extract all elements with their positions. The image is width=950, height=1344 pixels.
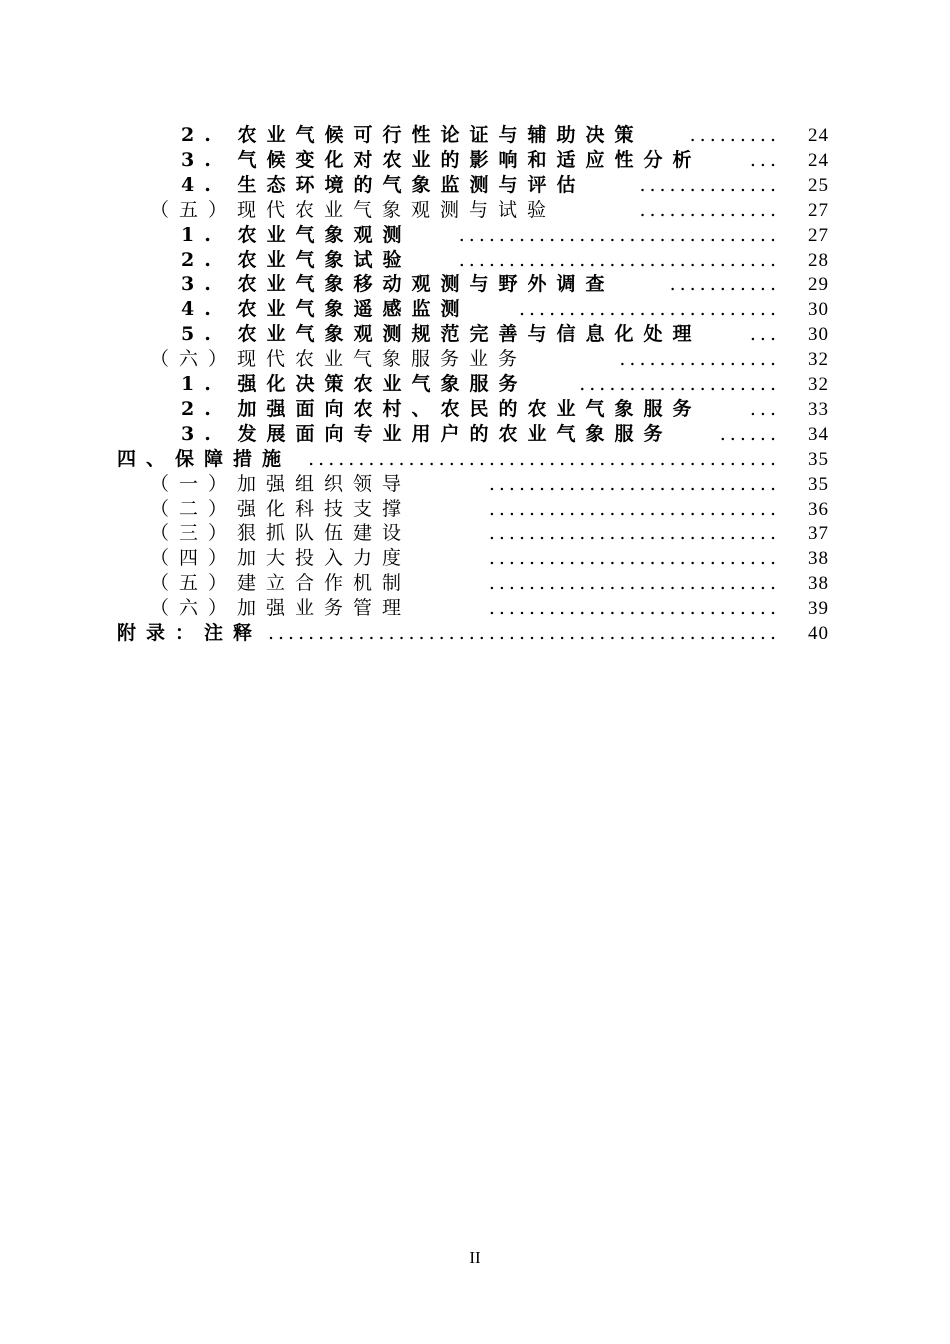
toc-leader-dots: ......	[719, 422, 780, 445]
toc-entry[interactable]	[0, 248, 950, 273]
toc-entry-title: 2. 加强面向农村、农民的农业气象服务	[181, 397, 707, 422]
toc-entry[interactable]	[0, 347, 950, 372]
toc-leader-dots: ...	[749, 397, 780, 420]
toc-leader-dots: .............................	[488, 597, 780, 620]
toc-entry[interactable]	[0, 372, 950, 397]
toc-entry-title: 3. 农业气象移动观测与野外调查	[181, 272, 620, 297]
toc-entry-title: （六）加强业务管理	[150, 596, 417, 621]
toc-entry[interactable]	[0, 173, 950, 198]
toc-leader-dots: .........	[689, 124, 780, 146]
toc-page-number: 25	[808, 174, 829, 196]
toc-entry-title: 附录：注释	[117, 621, 268, 646]
toc-leader-dots: ...........	[669, 273, 780, 296]
toc-page-number: 24	[808, 149, 829, 171]
toc-leader-dots: ..............	[639, 198, 780, 221]
toc-entry-title: （五）现代农业气象观测与试验	[150, 198, 562, 223]
toc-entry-title: 四、保障措施	[117, 447, 297, 472]
toc-page-number: 37	[808, 523, 829, 545]
toc-entry-title: （四）加大投入力度	[150, 546, 417, 571]
toc-entry[interactable]	[0, 497, 950, 522]
toc-entry-title: （一）加强组织领导	[150, 472, 417, 497]
toc-page-number: 36	[808, 498, 829, 520]
toc-page-number: 27	[808, 199, 829, 221]
toc-leader-dots: ................	[619, 348, 780, 371]
toc-entry-title: 4. 农业气象遥感监测	[181, 297, 475, 322]
toc-entry-title: 3. 发展面向专业用户的农业气象服务	[181, 422, 678, 447]
toc-page-number: 24	[808, 125, 829, 146]
toc-leader-dots: ................................	[458, 223, 780, 246]
toc-entry-title: 3. 气候变化对农业的影响和适应性分析	[181, 148, 707, 173]
toc-entry[interactable]	[0, 123, 950, 148]
toc-leader-dots: ................................	[458, 248, 780, 271]
toc-entry[interactable]	[0, 596, 950, 621]
toc-leader-dots: ...	[749, 148, 780, 171]
toc-page-number: 39	[808, 598, 829, 620]
toc-entry[interactable]	[0, 546, 950, 571]
toc-page-number: 33	[808, 398, 829, 420]
toc-leader-dots: ..............	[639, 173, 780, 196]
toc-leader-dots: ...	[749, 323, 780, 346]
toc-page-number: 32	[808, 349, 829, 371]
toc-leader-dots: ...............................................	[308, 447, 780, 470]
toc-entry[interactable]	[0, 198, 950, 223]
toc-leader-dots: .............................	[488, 497, 780, 520]
toc-page-number: 30	[808, 324, 829, 346]
toc-entry-title: 2. 农业气象试验	[181, 248, 417, 273]
toc-entry[interactable]	[0, 621, 950, 646]
toc-entry-title: 1. 农业气象观测	[181, 223, 417, 248]
toc-entry-title: 2. 农业气候可行性论证与辅助决策	[181, 123, 649, 148]
toc-entry[interactable]	[0, 148, 950, 173]
toc-entry-title: 4. 生态环境的气象监测与评估	[181, 173, 591, 198]
toc-page-number: 27	[808, 224, 829, 246]
toc-entry[interactable]	[0, 322, 950, 347]
toc-page-number: 38	[808, 573, 829, 595]
toc-entry[interactable]	[0, 447, 950, 472]
toc-entry-title: 1. 强化决策农业气象服务	[181, 372, 533, 397]
toc-leader-dots: .............................	[488, 522, 780, 545]
toc-entry-title: （三）狠抓队伍建设	[150, 521, 417, 546]
toc-entry[interactable]	[0, 397, 950, 422]
page-footer-number: II	[469, 1248, 481, 1267]
toc-leader-dots: .............................	[488, 572, 780, 595]
toc-entry-title: （五）建立合作机制	[150, 571, 417, 596]
toc-entry[interactable]	[0, 272, 950, 297]
toc-entry[interactable]	[0, 422, 950, 447]
toc-entry[interactable]	[0, 472, 950, 497]
toc-page-number: 40	[808, 623, 829, 644]
toc-page-number: 29	[808, 274, 829, 296]
toc-leader-dots: .............................	[488, 472, 780, 495]
toc-entry[interactable]	[0, 223, 950, 248]
toc-entry-title: （六）现代农业气象服务业务	[150, 347, 533, 372]
toc-page-number: 34	[808, 423, 829, 445]
toc-leader-dots: ...................................................	[267, 622, 780, 644]
toc-entry-title: 5. 农业气象观测规范完善与信息化处理	[181, 322, 707, 347]
toc-leader-dots: ..........................	[518, 298, 780, 321]
toc-page-number: 30	[808, 299, 829, 321]
toc-entry[interactable]	[0, 521, 950, 546]
toc-page-number: 38	[808, 548, 829, 570]
toc-entry[interactable]	[0, 297, 950, 322]
toc-page-number: 28	[808, 249, 829, 271]
toc-page-number: 35	[808, 448, 829, 470]
toc-leader-dots: ....................	[579, 373, 780, 395]
toc-entry-title: （二）强化科技支撑	[150, 497, 417, 522]
toc-leader-dots: .............................	[488, 547, 780, 570]
toc-entry[interactable]	[0, 571, 950, 596]
toc-page-number: 35	[808, 473, 829, 495]
toc-page-number: 32	[808, 374, 829, 395]
